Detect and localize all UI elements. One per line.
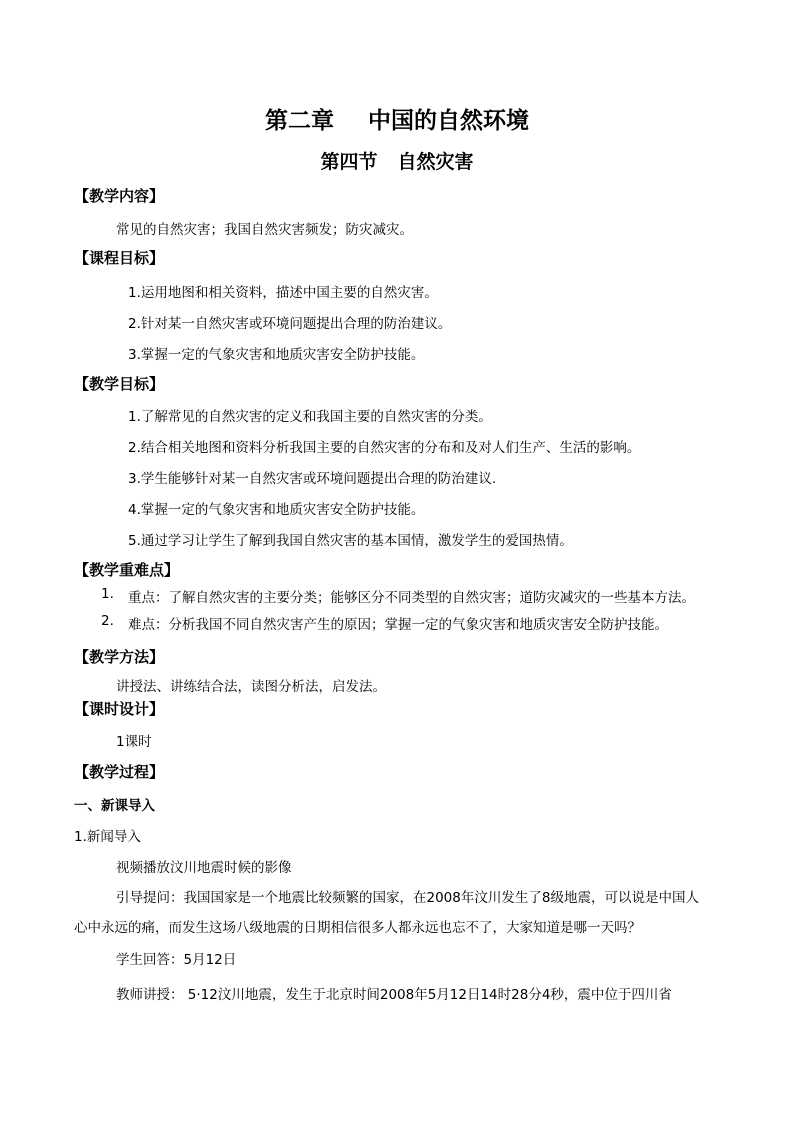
key-point-number: 2. xyxy=(101,613,114,629)
process-paragraph: 教师讲授： 5·12汶川地震，发生于北京时间2008年5月12日14时28分4秒，震中位于四川省 xyxy=(116,987,672,1003)
section-name: 自然灾害 xyxy=(397,151,474,173)
curriculum-goal-item: 3.掌握一定的气象灾害和地质灾害安全防护技能。 xyxy=(128,347,425,363)
process-paragraph: 学生回答：5月12日 xyxy=(116,952,237,968)
key-point-text: 难点：分析我国不同自然灾害产生的原因；掌握一定的气象灾害和地质灾害安全防护技能。 xyxy=(128,617,668,633)
section-title xyxy=(0,147,794,174)
curriculum-goals-heading: 【课程目标】 xyxy=(74,249,165,267)
chapter-name: 中国的自然环境 xyxy=(368,107,529,134)
process-paragraph-continued: 心中永远的痛，而发生这场八级地震的日期相信很多人都永远也忘不了，大家知道是哪一天吗？ xyxy=(74,920,641,936)
teaching-goal-item: 4.掌握一定的气象灾害和地质灾害安全防护技能。 xyxy=(128,502,425,518)
teaching-process-heading: 【教学过程】 xyxy=(74,763,165,781)
class-hours-heading: 【课时设计】 xyxy=(74,700,165,718)
teaching-goal-item: 5.通过学习让学生了解到我国自然灾害的基本国情，激发学生的爱国热情。 xyxy=(128,533,573,549)
curriculum-goal-item: 1.运用地图和相关资料，描述中国主要的自然灾害。 xyxy=(128,285,438,301)
process-paragraph: 引导提问：我国国家是一个地震比较频繁的国家，在2008年汶川发生了8级地震，可以说是中国人 xyxy=(116,890,699,906)
teaching-methods-text: 讲授法、讲练结合法，读图分析法，启发法。 xyxy=(116,679,386,695)
chapter-title xyxy=(0,102,794,135)
teaching-goal-item: 2.结合相关地图和资料分析我国主要的自然灾害的分布和及对人们生产、生活的影响。 xyxy=(128,440,641,456)
class-hours-text: 1课时 xyxy=(116,734,152,750)
teaching-goal-item: 1.了解常见的自然灾害的定义和我国主要的自然灾害的分类。 xyxy=(128,409,492,425)
process-subheading: 1.新闻导入 xyxy=(74,829,141,845)
key-point-text: 重点：了解自然灾害的主要分类；能够区分不同类型的自然灾害；道防灾减灾的一些基本方法。 xyxy=(128,590,695,606)
teaching-content-text: 常见的自然灾害；我国自然灾害频发；防灾减灾。 xyxy=(116,222,413,238)
teaching-goal-item: 3.学生能够针对某一自然灾害或环境问题提出合理的防治建议. xyxy=(128,471,497,487)
teaching-methods-heading: 【教学方法】 xyxy=(74,648,165,666)
section-number: 第四节 xyxy=(320,151,378,173)
teaching-goals-heading: 【教学目标】 xyxy=(74,375,165,393)
curriculum-goal-item: 2.针对某一自然灾害或环境问题提出合理的防治建议。 xyxy=(128,316,452,332)
process-part-heading: 一、新课导入 xyxy=(74,798,155,814)
chapter-number: 第二章 xyxy=(265,107,334,134)
teaching-content-heading: 【教学内容】 xyxy=(74,187,165,205)
process-paragraph: 视频播放汶川地震时候的影像 xyxy=(116,860,292,876)
key-points-heading: 【教学重难点】 xyxy=(74,561,180,579)
key-point-number: 1. xyxy=(101,586,114,602)
